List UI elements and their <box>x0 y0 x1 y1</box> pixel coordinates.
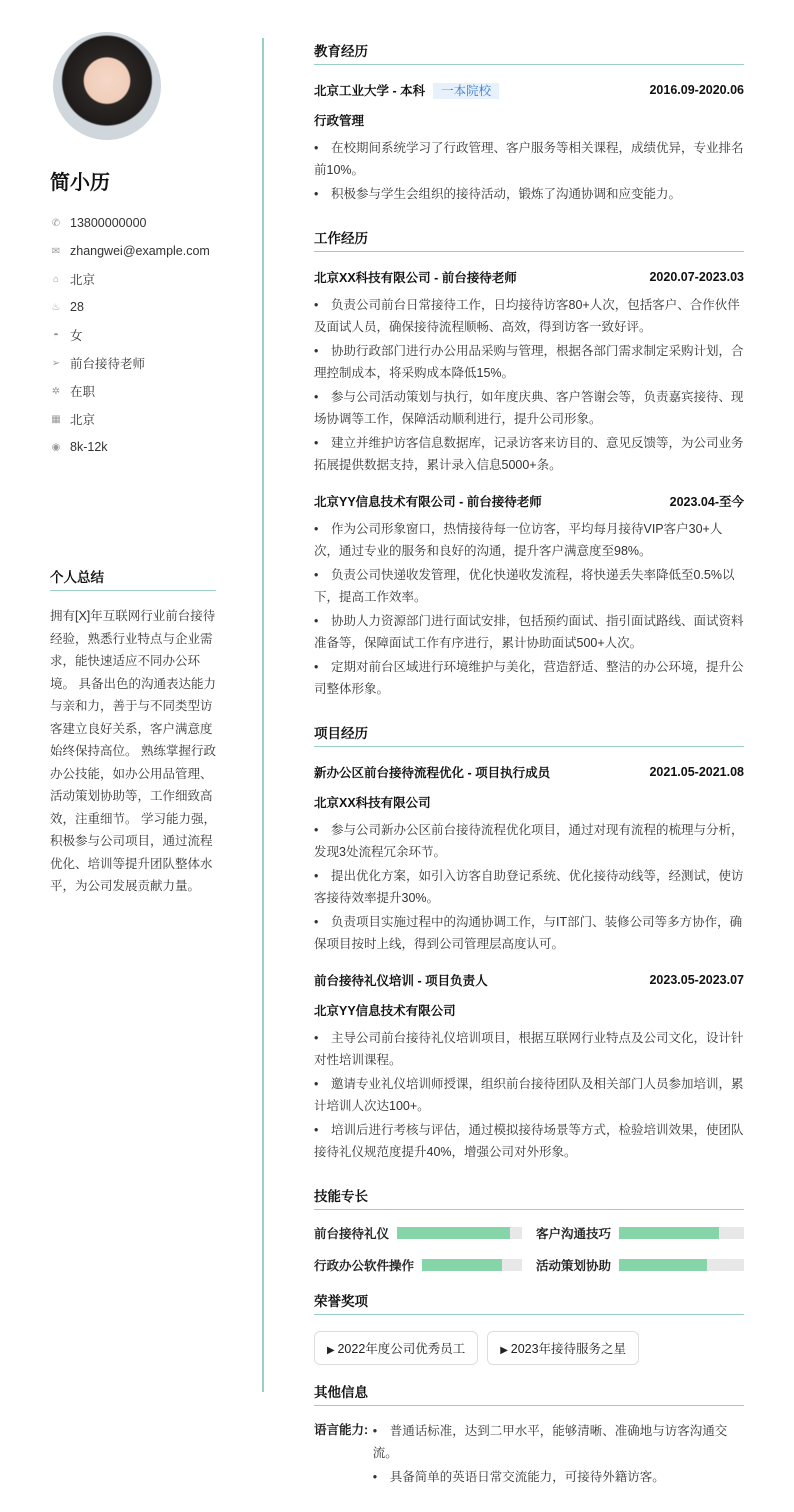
date: 2021.05-2021.08 <box>649 765 744 779</box>
skills-grid <box>314 1224 744 1274</box>
bullet-icon: • <box>314 1123 319 1137</box>
entry-title: 北京YY信息技术有限公司 - 前台接待老师 <box>314 495 542 509</box>
avatar <box>53 32 161 140</box>
play-icon: ▶ <box>327 1345 338 1356</box>
sidebar <box>50 32 216 461</box>
bullet-text: 负责项目实施过程中的沟通协调工作，与IT部门、装修公司等多方协作，确保项目按时上线，得到公司管理层高度认可。 <box>314 915 743 951</box>
list-item <box>314 656 744 700</box>
candidate-name: 简小历 <box>50 172 110 194</box>
summary-text: 拥有[X]年互联网行业前台接待经验，熟悉行业特点与企业需求，能快速适应不同办公环境。 具备出色的沟通表达能力与亲和力，善于与不同类型访客建立良好关系，客户满意度始终保持高位。 熟练掌握行政办公技能，如办公用品管理、活动策划协助等，工作细致高效，注重细节。 学习能力强，积极参与公司项目，通过流程优化、培训等提升团队整体水平，为公司发展贡献力量。 <box>50 609 216 893</box>
skill-name: 行政办公软件操作 <box>314 1259 415 1273</box>
language-label: 语言能力: <box>314 1423 369 1437</box>
contact-item <box>50 209 216 237</box>
send-icon: ➢ <box>51 357 61 369</box>
awards-section <box>314 1290 744 1365</box>
language-list <box>373 1412 744 1490</box>
entry-title: 新办公区前台接待流程优化 - 项目执行成员 <box>314 766 551 780</box>
bullet-list <box>314 518 744 700</box>
contact-text: 北京 <box>70 273 96 287</box>
bullet-text: 负责公司前台日常接待工作，日均接待访客80+人次，包括客户、合作伙伴及面试人员，确保接待流程顺畅、高效，得到访客一致好评。 <box>314 298 740 334</box>
main-content <box>314 40 744 1512</box>
school-tag: 一本院校 <box>433 83 499 99</box>
date: 2020.07-2023.03 <box>649 270 744 284</box>
bullet-text: 提出优化方案，如引入访客自助登记系统、优化接待动线等，经测试，使访客接待效率提升30%。 <box>314 869 744 905</box>
age-icon: ♨ <box>51 301 61 313</box>
list-item <box>314 865 744 909</box>
list-item <box>314 518 744 562</box>
contact-text: 北京 <box>70 413 96 427</box>
skill-name: 活动策划协助 <box>536 1259 612 1273</box>
contact-text: 在职 <box>70 385 96 399</box>
bullet-icon: • <box>314 344 319 358</box>
date: 2023.05-2023.07 <box>649 973 744 987</box>
bullet-text: 普通话标准，达到二甲水平，能够清晰、准确地与访客沟通交流。 <box>372 1424 728 1460</box>
contact-item <box>50 321 216 349</box>
bullet-icon: • <box>372 1424 378 1438</box>
bullet-text: 具备简单的英语日常交流能力，可接待外籍访客。 <box>389 1470 665 1484</box>
skill-item <box>314 1224 522 1242</box>
list-item <box>314 432 744 476</box>
skill-bar <box>619 1227 744 1239</box>
other-section <box>314 1381 744 1490</box>
section-title: 工作经历 <box>314 227 744 252</box>
bullet-text: 参与公司活动策划与执行，如年度庆典、客户答谢会等，负责嘉宾接待、现场协调等工作，保障活动顺利进行，提升公司形象。 <box>314 390 744 426</box>
bullet-icon: • <box>314 390 319 404</box>
list-item <box>314 294 744 338</box>
mail-icon: ✉ <box>51 245 61 257</box>
contact-item <box>50 405 216 433</box>
bullet-text: 参与公司新办公区前台接待流程优化项目，通过对现有流程的梳理与分析，发现3处流程冗余环节。 <box>314 823 744 859</box>
date: 2023.04-至今 <box>669 495 744 509</box>
bullet-text: 协助人力资源部门进行面试安排，包括预约面试、指引面试路线、面试资料准备等，保障面试工作有序进行，累计协助面试500+人次。 <box>314 614 744 650</box>
award-text: 2023年接待服务之星 <box>510 1342 627 1356</box>
list-item <box>314 1073 744 1117</box>
bullet-icon: • <box>314 660 319 674</box>
contact-text: 13800000000 <box>70 216 147 230</box>
bullet-icon: • <box>314 869 319 883</box>
school-line <box>314 81 499 99</box>
bullet-icon: • <box>314 436 319 450</box>
awards-list <box>314 1331 744 1365</box>
contact-text: 28 <box>70 300 84 314</box>
award-text: 2022年度公司优秀员工 <box>337 1342 466 1356</box>
major: 行政管理 <box>314 114 365 128</box>
list-item <box>373 1420 744 1464</box>
bullet-icon: • <box>314 141 319 155</box>
projects-section <box>314 722 744 1163</box>
bullet-list <box>314 819 744 955</box>
bullet-icon: • <box>314 298 319 312</box>
skill-name: 前台接待礼仪 <box>314 1227 390 1241</box>
skill-bar <box>422 1259 522 1271</box>
education-header <box>314 81 744 99</box>
home-icon: ⌂ <box>52 273 60 285</box>
bullet-text: 培训后进行考核与评估，通过模拟接待场景等方式，检验培训效果，使团队接待礼仪规范度提升40%，增强公司对外形象。 <box>314 1123 744 1159</box>
contact-text: 8k-12k <box>70 440 108 454</box>
contact-item <box>50 293 216 321</box>
bullet-text: 主导公司前台接待礼仪培训项目，根据互联网行业特点及公司文化，设计针对性培训课程。 <box>314 1031 744 1067</box>
skill-bar <box>619 1259 744 1271</box>
bullet-icon: • <box>314 568 319 582</box>
education-section <box>314 40 744 205</box>
bullet-icon: • <box>314 187 319 201</box>
list-item <box>314 137 744 181</box>
gender-icon: ◓ <box>52 329 60 341</box>
bullet-text: 定期对前台区域进行环境维护与美化，营造舒适、整洁的办公环境，提升公司整体形象。 <box>314 660 744 696</box>
bullet-icon: • <box>314 1077 319 1091</box>
building-icon: ▦ <box>51 413 61 425</box>
bullet-icon: • <box>314 522 319 536</box>
list-item <box>314 610 744 654</box>
section-title: 项目经历 <box>314 722 744 747</box>
bullet-icon: • <box>314 823 319 837</box>
skill-bar-fill <box>422 1259 502 1271</box>
contact-text: zhangwei@example.com <box>70 244 210 258</box>
list-item <box>314 911 744 955</box>
list-item <box>314 386 744 430</box>
contact-list <box>50 209 216 461</box>
company: 北京XX科技有限公司 <box>314 796 431 810</box>
section-title: 技能专长 <box>314 1185 744 1210</box>
bullet-text: 积极参与学生会组织的接待活动，锻炼了沟通协调和应变能力。 <box>331 187 682 201</box>
contact-text: 女 <box>70 329 83 343</box>
list-item <box>373 1466 744 1488</box>
bullet-text: 建立并维护访客信息数据库，记录访客来访目的、意见反馈等，为公司业务拓展提供数据支持，累计录入信息5000+条。 <box>314 436 744 472</box>
entry-title: 前台接待礼仪培训 - 项目负责人 <box>314 974 488 988</box>
list-item <box>314 340 744 384</box>
entry-header <box>314 971 744 989</box>
skill-item <box>314 1256 522 1274</box>
contact-text: 前台接待老师 <box>70 357 146 371</box>
bullet-text: 负责公司快递收发管理，优化快递收发流程，将快递丢失率降低至0.5%以下，提高工作效率。 <box>314 568 735 604</box>
skill-bar-fill <box>619 1227 719 1239</box>
entry-header <box>314 763 744 781</box>
list-item <box>314 564 744 608</box>
award-item <box>314 1331 478 1365</box>
list-item <box>314 1119 744 1163</box>
language-row <box>314 1420 744 1490</box>
skills-section <box>314 1185 744 1274</box>
entry-title: 北京XX科技有限公司 - 前台接待老师 <box>314 271 517 285</box>
contact-item <box>50 265 216 293</box>
contact-item <box>50 349 216 377</box>
contact-item <box>50 433 216 461</box>
divider <box>262 38 264 1392</box>
bullet-list <box>373 1420 744 1488</box>
skill-bar-fill <box>619 1259 706 1271</box>
award-item <box>487 1331 639 1365</box>
entry-header <box>314 268 744 286</box>
bullet-text: 邀请专业礼仪培训师授课，组织前台接待团队及相关部门人员参加培训，累计培训人次达100+。 <box>314 1077 744 1113</box>
company: 北京YY信息技术有限公司 <box>314 1004 456 1018</box>
skill-bar-fill <box>397 1227 509 1239</box>
bullet-list <box>314 1027 744 1163</box>
skill-item <box>536 1256 744 1274</box>
bullet-list <box>314 137 744 205</box>
section-title: 个人总结 <box>50 566 216 591</box>
bullet-text: 作为公司形象窗口，热情接待每一位访客，平均每月接待VIP客户30+人次，通过专业的服务和良好的沟通，提升客户满意度至98%。 <box>314 522 723 558</box>
phone-icon: ✆ <box>51 217 61 229</box>
school-name: 北京工业大学 - 本科 <box>314 84 426 98</box>
section-title: 教育经历 <box>314 40 744 65</box>
section-title: 荣誉奖项 <box>314 1290 744 1315</box>
list-item <box>314 1027 744 1071</box>
bullet-list <box>314 294 744 476</box>
bullet-icon: • <box>314 614 319 628</box>
section-title: 其他信息 <box>314 1381 744 1406</box>
contact-item <box>50 237 216 265</box>
salary-icon: ◉ <box>51 441 61 453</box>
play-icon: ▶ <box>500 1345 511 1356</box>
bullet-icon: • <box>314 1031 319 1045</box>
list-item <box>314 183 744 205</box>
skill-item <box>536 1224 744 1242</box>
skill-bar <box>397 1227 522 1239</box>
bullet-icon: • <box>314 915 319 929</box>
bullet-icon: • <box>372 1470 378 1484</box>
bullet-text: 协助行政部门进行办公用品采购与管理，根据各部门需求制定采购计划，合理控制成本，将采购成本降低15%。 <box>314 344 744 380</box>
skill-name: 客户沟通技巧 <box>536 1227 612 1241</box>
date: 2016.09-2020.06 <box>649 83 744 97</box>
work-section <box>314 227 744 700</box>
status-icon: ✲ <box>51 385 61 397</box>
entry-header <box>314 492 744 510</box>
contact-item <box>50 377 216 405</box>
summary-section <box>50 566 216 898</box>
list-item <box>314 819 744 863</box>
bullet-text: 在校期间系统学习了行政管理、客户服务等相关课程，成绩优异，专业排名前10%。 <box>314 141 744 177</box>
